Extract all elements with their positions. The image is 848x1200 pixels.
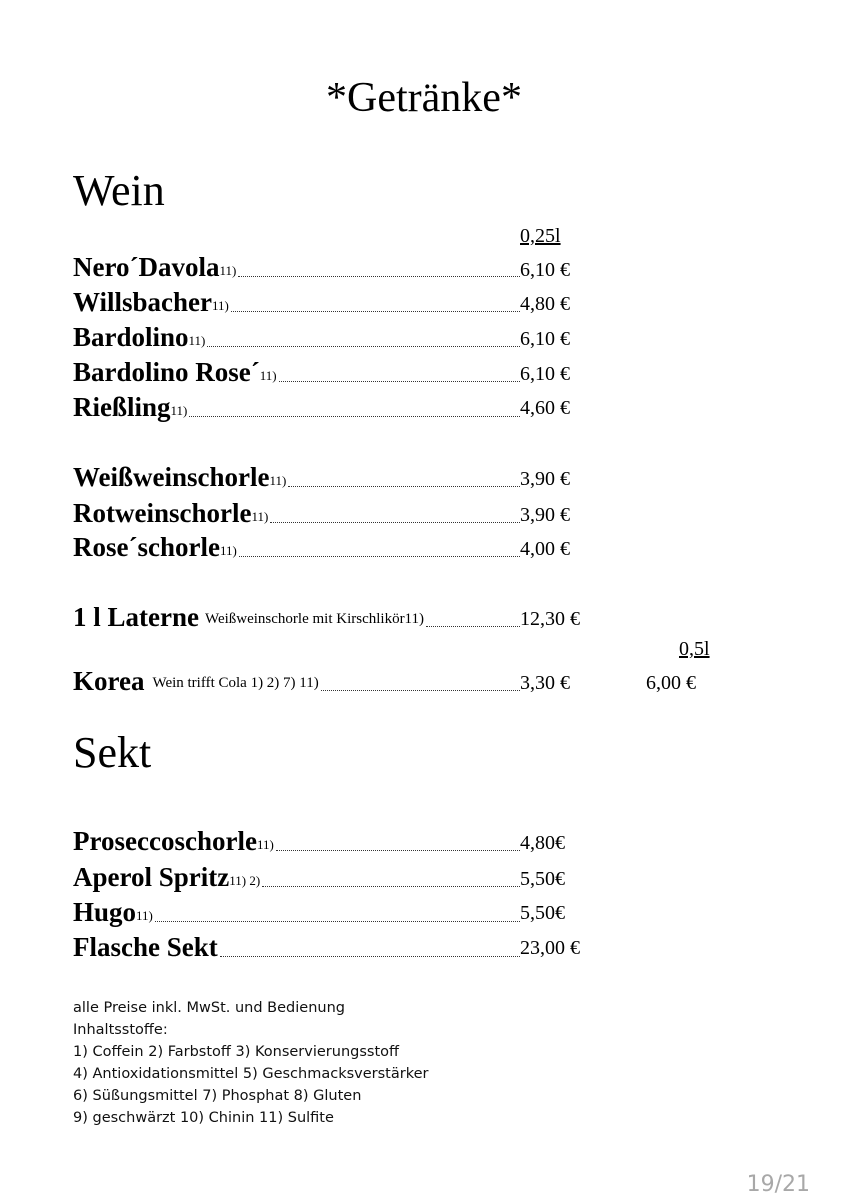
item-name: Flasche Sekt xyxy=(73,932,218,962)
dot-leader xyxy=(276,849,520,851)
item-price: 4,60 € xyxy=(520,397,570,419)
item-price: 5,50€ xyxy=(520,868,565,890)
dot-leader xyxy=(270,521,520,523)
dot-leader xyxy=(288,485,520,487)
footer-line: 1) Coffein 2) Farbstoff 3) Konservierungsstoff xyxy=(73,1044,399,1060)
menu-item xyxy=(73,320,520,352)
item-price-05: 6,00 € xyxy=(646,672,696,694)
footer-line: Inhaltsstoffe: xyxy=(73,1022,168,1038)
dot-leader xyxy=(207,345,520,347)
menu-item xyxy=(73,530,520,562)
item-price: 23,00 € xyxy=(520,937,580,959)
item-name: 1 l Laterne xyxy=(73,602,199,632)
menu-item xyxy=(73,390,520,422)
item-name: Willsbacher xyxy=(73,287,213,317)
menu-item xyxy=(73,860,520,892)
footer-line: alle Preise inkl. MwSt. und Bedienung xyxy=(73,1000,345,1016)
dot-leader xyxy=(189,415,520,417)
item-price: 3,30 € xyxy=(520,672,570,694)
menu-item xyxy=(73,930,520,962)
menu-item-korea xyxy=(73,664,520,696)
item-name: Rießling xyxy=(73,392,171,422)
section-heading-wein: Wein xyxy=(73,166,165,215)
menu-item xyxy=(73,285,520,317)
dot-leader xyxy=(239,555,520,557)
item-name: Aperol Spritz xyxy=(73,862,230,892)
item-note: 11) 2) xyxy=(229,873,261,888)
item-note: 11) xyxy=(251,509,269,524)
dot-leader xyxy=(155,920,520,922)
dot-leader xyxy=(231,310,520,312)
page-indicator: 19/21 xyxy=(746,1172,810,1197)
item-note: 11) xyxy=(219,543,237,558)
item-name: Bardolino Rose´ xyxy=(73,357,260,387)
footer-notes xyxy=(73,997,428,1129)
item-name: Rotweinschorle xyxy=(73,498,252,528)
item-price: 6,10 € xyxy=(520,259,570,281)
item-price: 5,50€ xyxy=(520,902,565,924)
footer-line: 9) geschwärzt 10) Chinin 11) Sulfite xyxy=(73,1110,334,1126)
item-note: 11) xyxy=(188,333,206,348)
item-description: Weißweinschorle mit Kirschlikör11) xyxy=(204,611,425,627)
item-note: 11) xyxy=(170,403,188,418)
page-title: *Getränke* xyxy=(326,75,522,121)
dot-leader xyxy=(279,380,520,382)
item-price: 3,90 € xyxy=(520,468,570,490)
item-price: 6,10 € xyxy=(520,328,570,350)
menu-item-laterne xyxy=(73,600,520,632)
dot-leader xyxy=(238,275,520,277)
dot-leader xyxy=(262,885,520,887)
menu-item xyxy=(73,250,520,282)
item-note: 11) xyxy=(256,837,274,852)
menu-item xyxy=(73,824,520,856)
menu-item xyxy=(73,460,520,492)
item-note: 11) xyxy=(269,473,287,488)
item-note: 11) xyxy=(259,368,277,383)
item-price: 12,30 € xyxy=(520,608,580,630)
menu-item xyxy=(73,496,520,528)
item-price: 4,00 € xyxy=(520,538,570,560)
item-name: Nero´Davola xyxy=(73,252,220,282)
dot-leader xyxy=(426,625,520,627)
footer-line: 4) Antioxidationsmittel 5) Geschmacksverstärker xyxy=(73,1066,429,1082)
item-name: Hugo xyxy=(73,897,137,927)
size-label-05: 0,5l xyxy=(679,638,710,660)
dot-leader xyxy=(220,955,520,957)
item-price: 4,80 € xyxy=(520,293,570,315)
item-name: Proseccoschorle xyxy=(73,826,257,856)
item-name: Korea xyxy=(73,666,145,696)
size-label-025: 0,25l xyxy=(520,225,561,247)
item-price: 6,10 € xyxy=(520,363,570,385)
dot-leader xyxy=(321,689,520,691)
item-name: Weißweinschorle xyxy=(73,462,270,492)
item-name: Rose´schorle xyxy=(73,532,220,562)
item-price: 4,80€ xyxy=(520,832,565,854)
footer-line: 6) Süßungsmittel 7) Phosphat 8) Gluten xyxy=(73,1088,362,1104)
item-price: 3,90 € xyxy=(520,504,570,526)
menu-item xyxy=(73,895,520,927)
menu-item xyxy=(73,355,520,387)
item-note: 11) xyxy=(136,908,153,923)
item-note: 11) xyxy=(219,263,237,278)
section-heading-sekt: Sekt xyxy=(73,728,152,777)
item-description: Wein trifft Cola 1) 2) 7) 11) xyxy=(152,675,319,691)
item-note: 11) xyxy=(212,298,229,313)
item-name: Bardolino xyxy=(73,322,189,352)
